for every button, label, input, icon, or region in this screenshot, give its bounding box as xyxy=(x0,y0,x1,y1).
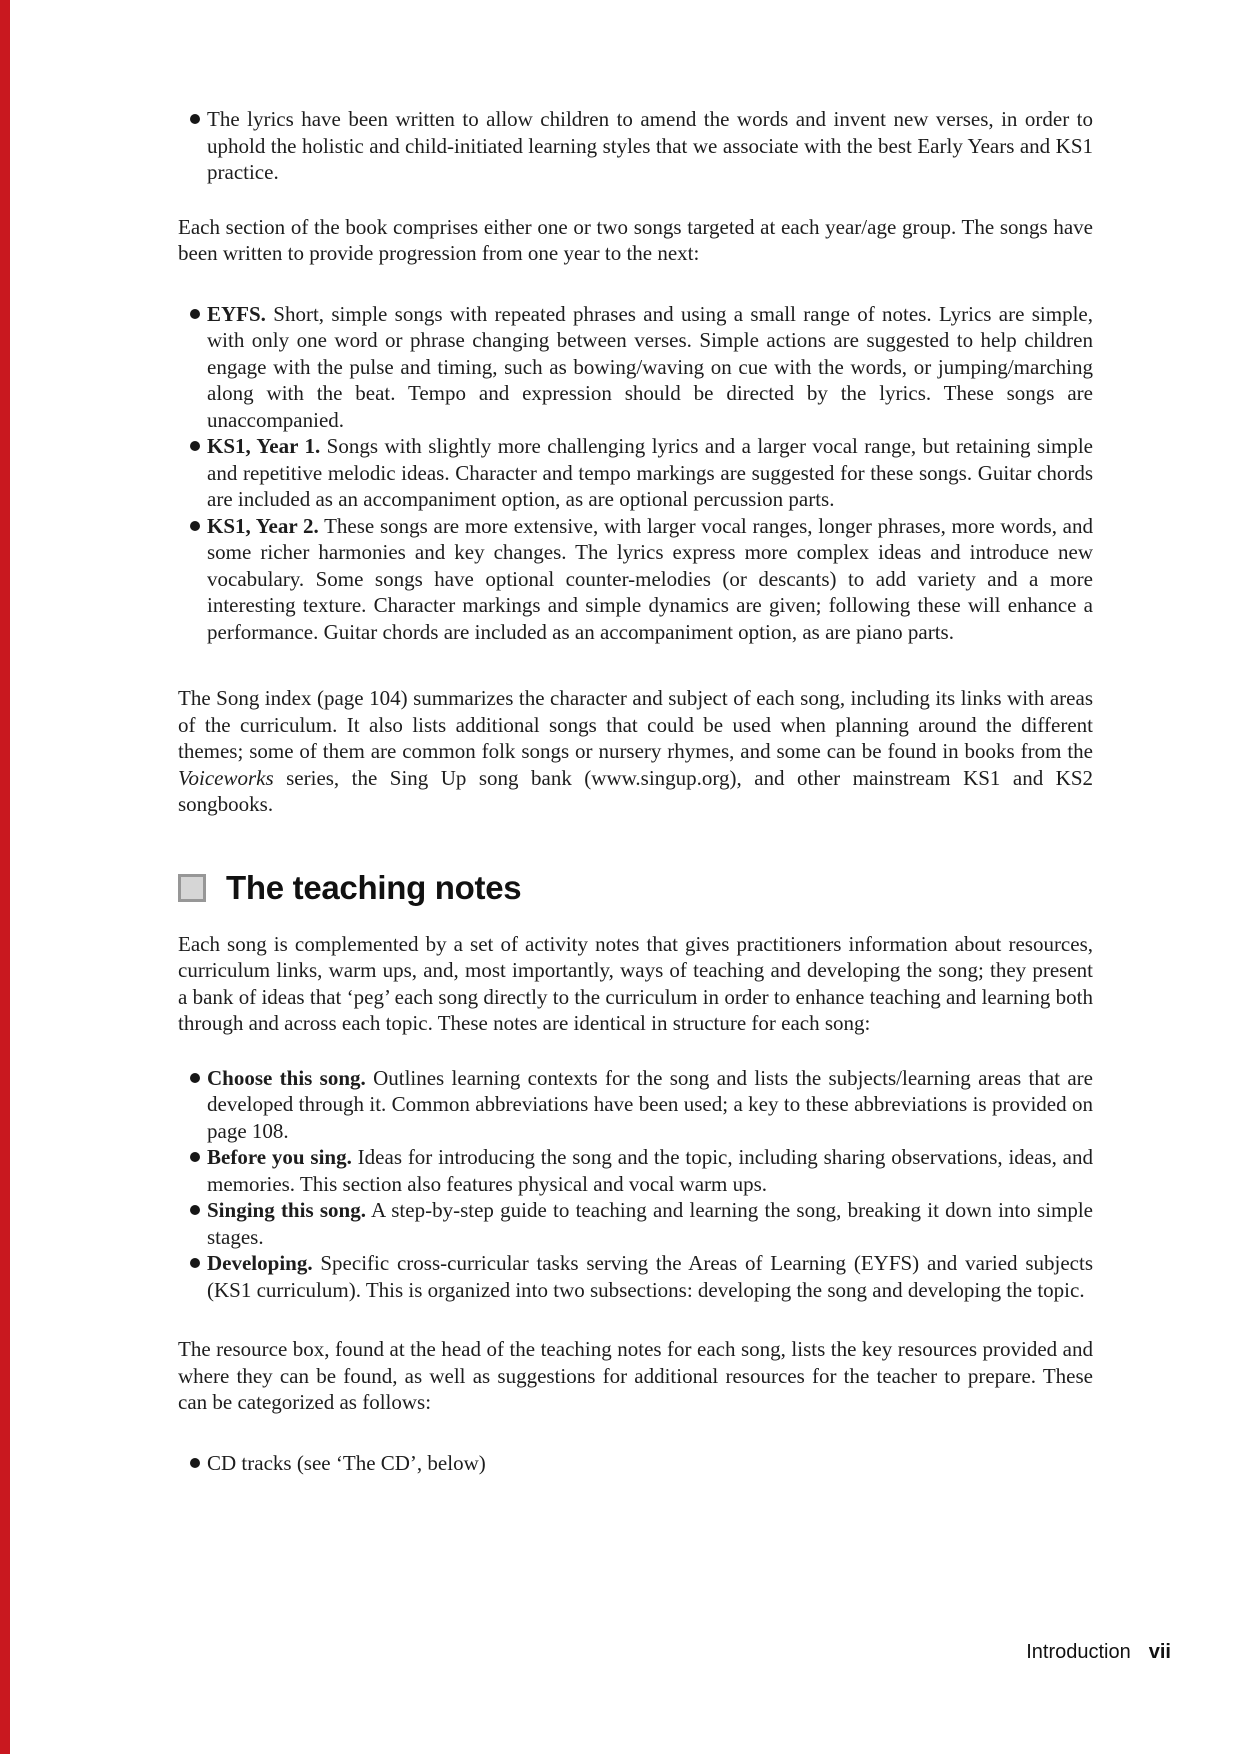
list-item-text: Ideas for introducing the song and the topic, including sharing observations, ideas, and memories. This section also features physical and vocal warm ups. xyxy=(207,1145,1094,1196)
list-item-label: Before you sing. xyxy=(207,1145,352,1169)
list-item-text: A step-by-step guide to teaching and learning the song, breaking it down into simple stages. xyxy=(207,1198,1093,1249)
bullet-icon xyxy=(190,309,200,319)
list-item xyxy=(178,1450,1093,1477)
song-index-text-before: The Song index (page 104) summarizes the character and subject of each song, including its links with areas of the curriculum. It also lists additional songs that could be used when planning around the different themes; some of them are common folk songs or nursery rhymes, and some can be found in books from the xyxy=(178,686,1093,763)
list-item xyxy=(178,1065,1093,1145)
bullet-icon xyxy=(190,1073,200,1083)
level-bullet-list xyxy=(178,301,1093,646)
bullet-icon xyxy=(190,1258,200,1268)
list-item-text: CD tracks (see ‘The CD’, below) xyxy=(207,1450,486,1475)
teaching-notes-bullet-list xyxy=(178,1065,1093,1304)
bullet-icon xyxy=(190,1458,200,1468)
list-item-text: Outlines learning contexts for the song and lists the subjects/learning areas that are developed through it. Common abbreviations have been used; a key to these abbreviations is provided on page 108. xyxy=(207,1065,1093,1143)
list-item xyxy=(178,1144,1093,1197)
list-item xyxy=(178,106,1093,186)
list-item-label: EYFS. xyxy=(207,301,266,326)
list-item xyxy=(178,1197,1093,1250)
song-index-paragraph xyxy=(178,685,1093,818)
list-item-text: These songs are more extensive, with larger vocal ranges, longer phrases, more words, and some richer harmonies and key changes. The lyrics express more complex ideas and introduce new vocabulary. Some songs have optional counter-melodies (or descants) to add variety and a more interesting texture. Character markings and simple dynamics are given; following these will enhance a performance. Guitar chords are included as an accompaniment option, as are piano parts. xyxy=(207,513,1094,644)
bullet-icon xyxy=(190,114,200,124)
page-edge-red-strip xyxy=(0,0,10,1754)
intro-bullet-list xyxy=(178,106,1093,186)
voiceworks-series-name: Voiceworks xyxy=(178,765,274,790)
page-body xyxy=(178,106,1093,1476)
song-index-text-after: series, the Sing Up song bank (www.singup.org), and other mainstream KS1 and KS2 songbooks. xyxy=(178,765,1093,816)
section-heading: The teaching notes xyxy=(226,868,522,906)
page-footer xyxy=(1026,1641,1171,1663)
list-item xyxy=(178,433,1093,513)
list-item-label: KS1, Year 1. xyxy=(207,434,321,458)
bullet-icon xyxy=(190,1152,200,1162)
list-item-label: Developing. xyxy=(207,1251,313,1275)
bullet-icon xyxy=(190,1205,200,1215)
list-item-label: Singing this song. xyxy=(207,1198,366,1222)
cd-bullet-list xyxy=(178,1450,1093,1477)
bullet-icon xyxy=(190,521,200,531)
section-marker-icon xyxy=(178,874,206,902)
list-item-label: KS1, Year 2. xyxy=(207,513,319,538)
list-item-label: Choose this song. xyxy=(207,1065,366,1090)
list-item-text: Songs with slightly more challenging lyrics and a larger vocal range, but retaining simple and repetitive melodic ideas. Character and tempo markings are suggested for these songs. Guitar chords are included as an accompaniment option, as are optional percussion parts. xyxy=(207,434,1093,511)
list-item-text: Specific cross-curricular tasks serving the Areas of Learning (EYFS) and varied subjects (KS1 curriculum). This is organized into two subsections: developing the song and developing the topic. xyxy=(207,1251,1093,1302)
bullet-icon xyxy=(190,441,200,451)
footer-page-number: vii xyxy=(1148,1641,1171,1663)
section-structure-paragraph: Each section of the book comprises either one or two songs targeted at each year/age group. The songs have been written to provide progression from one year to the next: xyxy=(178,214,1093,265)
footer-section-label: Introduction xyxy=(1026,1641,1131,1663)
list-item xyxy=(178,513,1093,646)
list-item-text: Short, simple songs with repeated phrases and using a small range of notes. Lyrics are simple, with only one word or phrase changing between verses. Simple actions are suggested to help children engage with the pulse and timing, such as bowing/waving on cue with the words, or jumping/marching along with the beat. Tempo and expression should be directed by the lyrics. These songs are unaccompanied. xyxy=(207,301,1093,432)
teaching-notes-heading-row xyxy=(178,870,1093,906)
list-item xyxy=(178,301,1093,434)
resource-box-paragraph: The resource box, found at the head of the teaching notes for each song, lists the key resources provided and where they can be found, as well as suggestions for additional resources for the teacher to prepare. These can be categorized as follows: xyxy=(178,1337,1093,1414)
list-item-text: The lyrics have been written to allow children to amend the words and invent new verses, in order to uphold the holistic and child-initiated learning styles that we associate with the best Early Years and KS1 practice. xyxy=(207,107,1093,184)
teaching-notes-intro-paragraph: Each song is complemented by a set of activity notes that gives practitioners information about resources, curriculum links, warm ups, and, most importantly, ways of teaching and developing the song; they present a bank of ideas that ‘peg’ each song directly to the curriculum in order to enhance teaching and learning both through and across each topic. These notes are identical in structure for each song: xyxy=(178,931,1093,1035)
list-item xyxy=(178,1250,1093,1303)
